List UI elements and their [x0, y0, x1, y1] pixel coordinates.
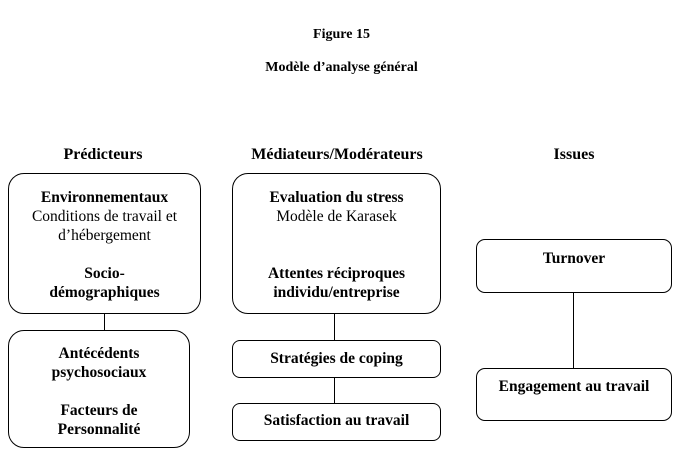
satisfaction-label: Satisfaction au travail — [263, 412, 410, 429]
stress-heading: Evaluation du stress — [269, 189, 404, 206]
box-evaluation-stress — [232, 173, 441, 314]
personnalite-line1: Facteurs de — [60, 402, 138, 419]
attentes-line1: Attentes réciproques — [267, 265, 406, 282]
connector-stress-coping — [334, 314, 335, 340]
box-turnover — [476, 239, 672, 293]
socio-line2: démographiques — [49, 284, 160, 301]
environnementaux-heading: Environnementaux — [40, 189, 169, 206]
box-antecedents — [8, 330, 190, 448]
box-strategies-coping — [232, 340, 441, 378]
connector-coping-satisfaction — [334, 378, 335, 403]
box-environnementaux — [8, 173, 201, 314]
antecedents-line1: Antécédents — [58, 345, 140, 362]
connector-predicteurs — [104, 314, 105, 330]
column-heading-predicteurs: Prédicteurs — [63, 146, 143, 163]
box-engagement-travail — [476, 368, 672, 421]
engagement-label: Engagement au travail — [498, 378, 650, 395]
environnementaux-line2: d’hébergement — [58, 227, 151, 244]
column-heading-issues: Issues — [553, 146, 595, 163]
column-heading-mediateurs: Médiateurs/Modérateurs — [251, 146, 423, 163]
turnover-label: Turnover — [542, 250, 606, 267]
attentes-line2: individu/entreprise — [273, 284, 400, 301]
socio-line1: Socio- — [84, 265, 125, 282]
environnementaux-line1: Conditions de travail et — [31, 208, 178, 225]
figure-number: Figure 15 — [313, 27, 370, 42]
stress-sub: Modèle de Karasek — [276, 208, 397, 225]
figure-title: Modèle d’analyse général — [265, 60, 418, 75]
personnalite-line2: Personnalité — [57, 421, 141, 438]
connector-turnover-engagement — [573, 293, 574, 368]
coping-label: Stratégies de coping — [270, 350, 403, 367]
box-satisfaction-travail — [232, 403, 441, 441]
antecedents-line2: psychosociaux — [51, 364, 147, 381]
